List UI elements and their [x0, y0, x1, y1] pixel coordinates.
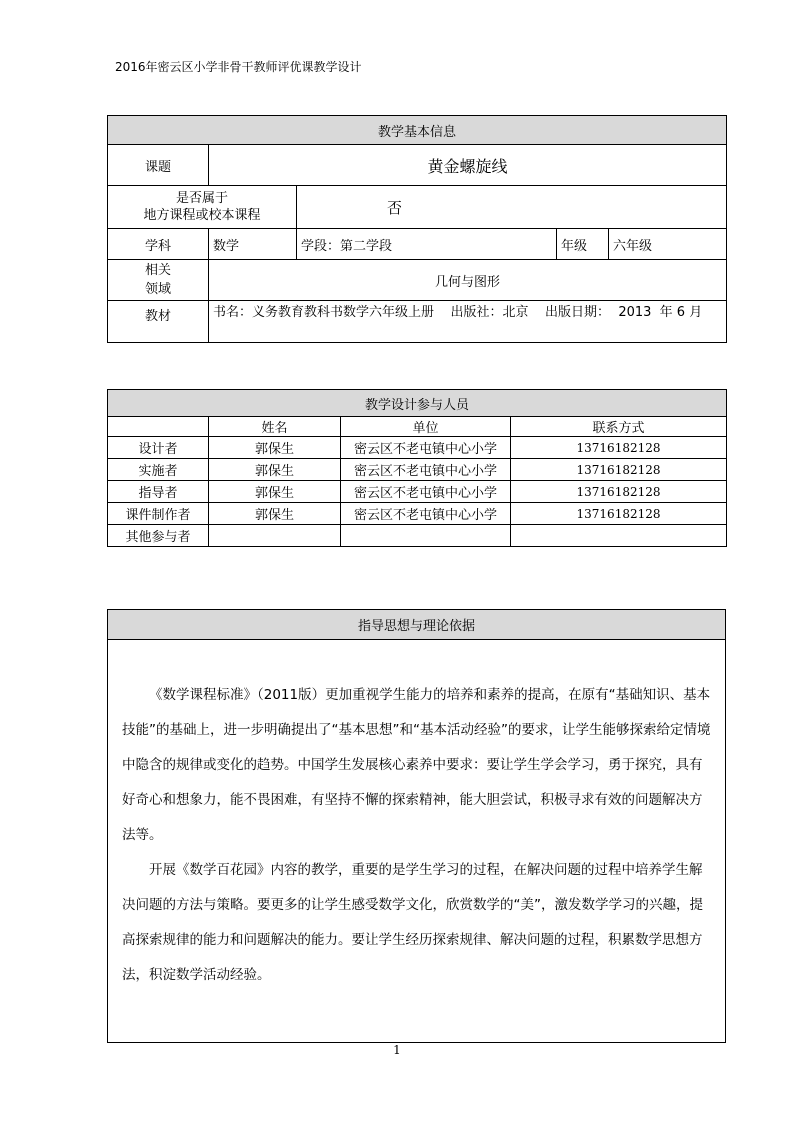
field-label [108, 260, 209, 301]
participants-title: 教学设计参与人员 [108, 390, 727, 417]
header-unit: 单位 [341, 417, 511, 437]
guidance-table [107, 609, 726, 1043]
row-unit: 密云区不老屯镇中心小学 [341, 503, 511, 525]
local-course-value: 否 [297, 186, 727, 229]
row-role: 指导者 [108, 481, 209, 503]
basic-info-table [107, 115, 727, 343]
subject-value: 数学 [209, 229, 297, 260]
stage-value: 学段：第二学段 [297, 229, 557, 260]
row-phone: 13716182128 [511, 459, 727, 481]
table-row [108, 481, 727, 503]
local-course-label-line1: 是否属于 [175, 191, 228, 206]
row-name: 郭保生 [209, 459, 341, 481]
row-phone: 13716182128 [511, 503, 727, 525]
row-role: 设计者 [108, 437, 209, 459]
header-contact: 联系方式 [511, 417, 727, 437]
row-phone: 13716182128 [511, 481, 727, 503]
grade-label: 年级 [557, 229, 609, 260]
field-label-line2: 领域 [144, 282, 171, 297]
other-unit [341, 525, 511, 547]
page-number: 1 [393, 1043, 401, 1057]
row-unit: 密云区不老屯镇中心小学 [341, 481, 511, 503]
local-course-label-line2: 地方课程或校本课程 [143, 208, 261, 223]
other-phone [511, 525, 727, 547]
row-role: 实施者 [108, 459, 209, 481]
table-row [108, 503, 727, 525]
grade-value: 六年级 [609, 229, 727, 260]
row-name: 郭保生 [209, 437, 341, 459]
table-row [108, 459, 727, 481]
other-label: 其他参与者 [108, 525, 209, 547]
guidance-paragraph-1: 《数学课程标准》（2011版）更加重视学生能力的培养和素养的提高，在原有“基础知识、基本技能”的基础上，进一步明确提出了“基本思想”和“基本活动经验”的要求，让学生能够探索给定情境中隐含的规律或变化的趋势。中国学生发展核心素养中要求：要让学生学会学习，勇于探究，具有好奇心和想象力，能不畏困难，有坚持不懈的探索精神，能大胆尝试，积极寻求有效的问题解决方法等。 [122, 687, 711, 843]
row-phone: 13716182128 [511, 437, 727, 459]
guidance-title: 指导思想与理论依据 [108, 610, 726, 640]
textbook-label: 教材 [108, 301, 209, 343]
topic-label: 课题 [108, 145, 209, 186]
row-role: 课件制作者 [108, 503, 209, 525]
row-name: 郭保生 [209, 481, 341, 503]
guidance-paragraph-2: 开展《数学百花园》内容的教学，重要的是学生学习的过程，在解决问题的过程中培养学生解决问题的方法与策略。要更多的让学生感受数学文化，欣赏数学的“美”，激发数学学习的兴趣，提高探索规律的能力和问题解决的能力。要让学生经历探索规律、解决问题的过程，积累数学思想方法，积淀数学活动经验。 [122, 862, 703, 983]
local-course-label [108, 186, 297, 229]
header-name: 姓名 [209, 417, 341, 437]
basic-info-title: 教学基本信息 [108, 116, 727, 145]
table-row [108, 525, 727, 547]
topic-value: 黄金螺旋线 [209, 145, 727, 186]
row-name: 郭保生 [209, 503, 341, 525]
textbook-value: 书名：义务教育教科书数学六年级上册 出版社：北京 出版日期： 2013 年 6 月 [209, 301, 727, 343]
field-value: 几何与图形 [209, 260, 727, 301]
field-label-line1: 相关 [144, 263, 171, 278]
participants-table [107, 389, 727, 547]
table-row [108, 437, 727, 459]
row-unit: 密云区不老屯镇中心小学 [341, 437, 511, 459]
row-unit: 密云区不老屯镇中心小学 [341, 459, 511, 481]
subject-label: 学科 [108, 229, 209, 260]
header-blank [108, 417, 209, 437]
guidance-body [108, 640, 726, 1043]
other-name [209, 525, 341, 547]
page-header: 2016年密云区小学非骨干教师评优课教学设计 [115, 60, 362, 74]
